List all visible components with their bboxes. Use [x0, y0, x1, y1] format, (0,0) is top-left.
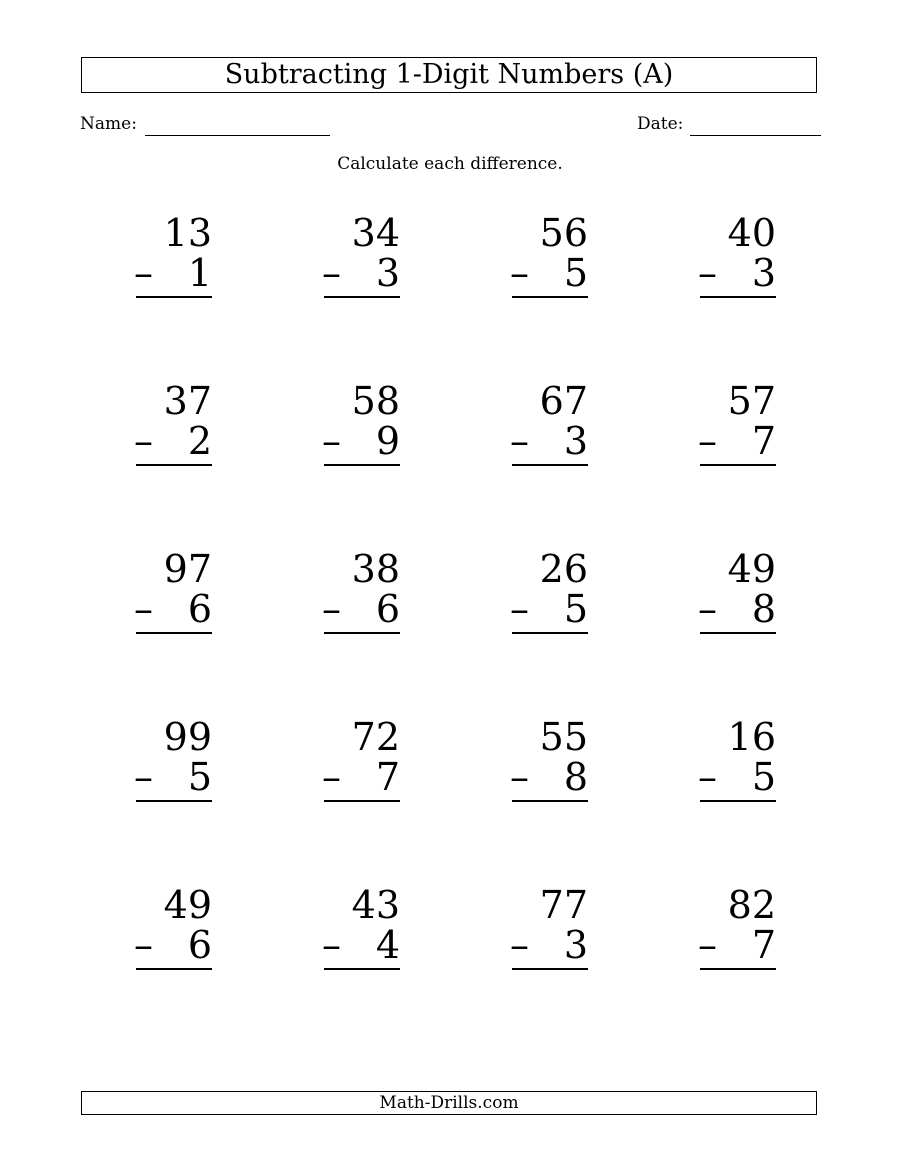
footer-credit: Math-Drills.com: [81, 1091, 817, 1115]
minus-sign: –: [322, 419, 341, 463]
answer-line: [512, 296, 588, 298]
problem: [322, 717, 400, 801]
subtrahend: 5: [563, 587, 588, 631]
minuend: 43: [351, 883, 400, 927]
minuend: 49: [163, 883, 212, 927]
minuend: 37: [163, 379, 212, 423]
subtrahend: 3: [563, 923, 588, 967]
minus-sign: –: [322, 587, 341, 631]
answer-line: [700, 296, 776, 298]
date-label: Date:: [637, 114, 684, 134]
answer-line: [512, 464, 588, 466]
worksheet-title: Subtracting 1-Digit Numbers (A): [81, 57, 817, 93]
subtrahend: 9: [375, 419, 400, 463]
subtrahend: 6: [187, 923, 212, 967]
problem: [510, 717, 588, 801]
minus-sign: –: [510, 587, 529, 631]
answer-line: [136, 296, 212, 298]
minuend: 58: [351, 379, 400, 423]
answer-line: [136, 632, 212, 634]
minuend: 72: [351, 715, 400, 759]
subtrahend: 4: [375, 923, 400, 967]
answer-line: [324, 296, 400, 298]
problem: [510, 885, 588, 969]
problem: [134, 549, 212, 633]
minus-sign: –: [134, 587, 153, 631]
answer-line: [324, 968, 400, 970]
subtrahend: 7: [375, 755, 400, 799]
minus-sign: –: [510, 755, 529, 799]
subtrahend: 7: [751, 923, 776, 967]
minus-sign: –: [134, 251, 153, 295]
minuend: 16: [727, 715, 776, 759]
subtrahend: 5: [187, 755, 212, 799]
problem: [134, 717, 212, 801]
answer-line: [512, 632, 588, 634]
minus-sign: –: [134, 419, 153, 463]
problem: [698, 381, 776, 465]
problem: [698, 213, 776, 297]
problem: [134, 381, 212, 465]
subtrahend: 2: [187, 419, 212, 463]
minuend: 34: [351, 211, 400, 255]
minus-sign: –: [322, 923, 341, 967]
minuend: 38: [351, 547, 400, 591]
problem: [134, 885, 212, 969]
subtrahend: 6: [187, 587, 212, 631]
answer-line: [324, 464, 400, 466]
problem: [322, 213, 400, 297]
problem: [698, 549, 776, 633]
minuend: 26: [539, 547, 588, 591]
minuend: 55: [539, 715, 588, 759]
problem: [134, 213, 212, 297]
subtrahend: 8: [751, 587, 776, 631]
minus-sign: –: [322, 251, 341, 295]
answer-line: [136, 968, 212, 970]
problem: [698, 885, 776, 969]
minuend: 77: [539, 883, 588, 927]
subtrahend: 5: [751, 755, 776, 799]
minuend: 67: [539, 379, 588, 423]
subtrahend: 5: [563, 251, 588, 295]
minuend: 56: [539, 211, 588, 255]
answer-line: [700, 632, 776, 634]
name-label: Name:: [80, 114, 137, 134]
answer-line: [512, 800, 588, 802]
minuend: 13: [163, 211, 212, 255]
minuend: 99: [163, 715, 212, 759]
minuend: 49: [727, 547, 776, 591]
problem: [322, 549, 400, 633]
minus-sign: –: [322, 755, 341, 799]
problem: [322, 381, 400, 465]
answer-line: [700, 464, 776, 466]
minus-sign: –: [510, 923, 529, 967]
subtrahend: 7: [751, 419, 776, 463]
problem: [698, 717, 776, 801]
answer-line: [136, 464, 212, 466]
minus-sign: –: [134, 755, 153, 799]
minus-sign: –: [134, 923, 153, 967]
answer-line: [700, 968, 776, 970]
problem: [510, 213, 588, 297]
minus-sign: –: [698, 923, 717, 967]
problem: [510, 381, 588, 465]
minus-sign: –: [510, 251, 529, 295]
answer-line: [324, 632, 400, 634]
minuend: 40: [727, 211, 776, 255]
minus-sign: –: [698, 251, 717, 295]
subtrahend: 3: [563, 419, 588, 463]
subtrahend: 3: [375, 251, 400, 295]
minuend: 97: [163, 547, 212, 591]
subtrahend: 1: [187, 251, 212, 295]
minus-sign: –: [510, 419, 529, 463]
problem: [510, 549, 588, 633]
minus-sign: –: [698, 587, 717, 631]
minus-sign: –: [698, 419, 717, 463]
subtrahend: 8: [563, 755, 588, 799]
answer-line: [324, 800, 400, 802]
subtrahend: 3: [751, 251, 776, 295]
minuend: 82: [727, 883, 776, 927]
instructions: Calculate each difference.: [337, 154, 563, 174]
subtrahend: 6: [375, 587, 400, 631]
answer-line: [700, 800, 776, 802]
answer-line: [136, 800, 212, 802]
minus-sign: –: [698, 755, 717, 799]
minuend: 57: [727, 379, 776, 423]
problem: [322, 885, 400, 969]
answer-line: [512, 968, 588, 970]
